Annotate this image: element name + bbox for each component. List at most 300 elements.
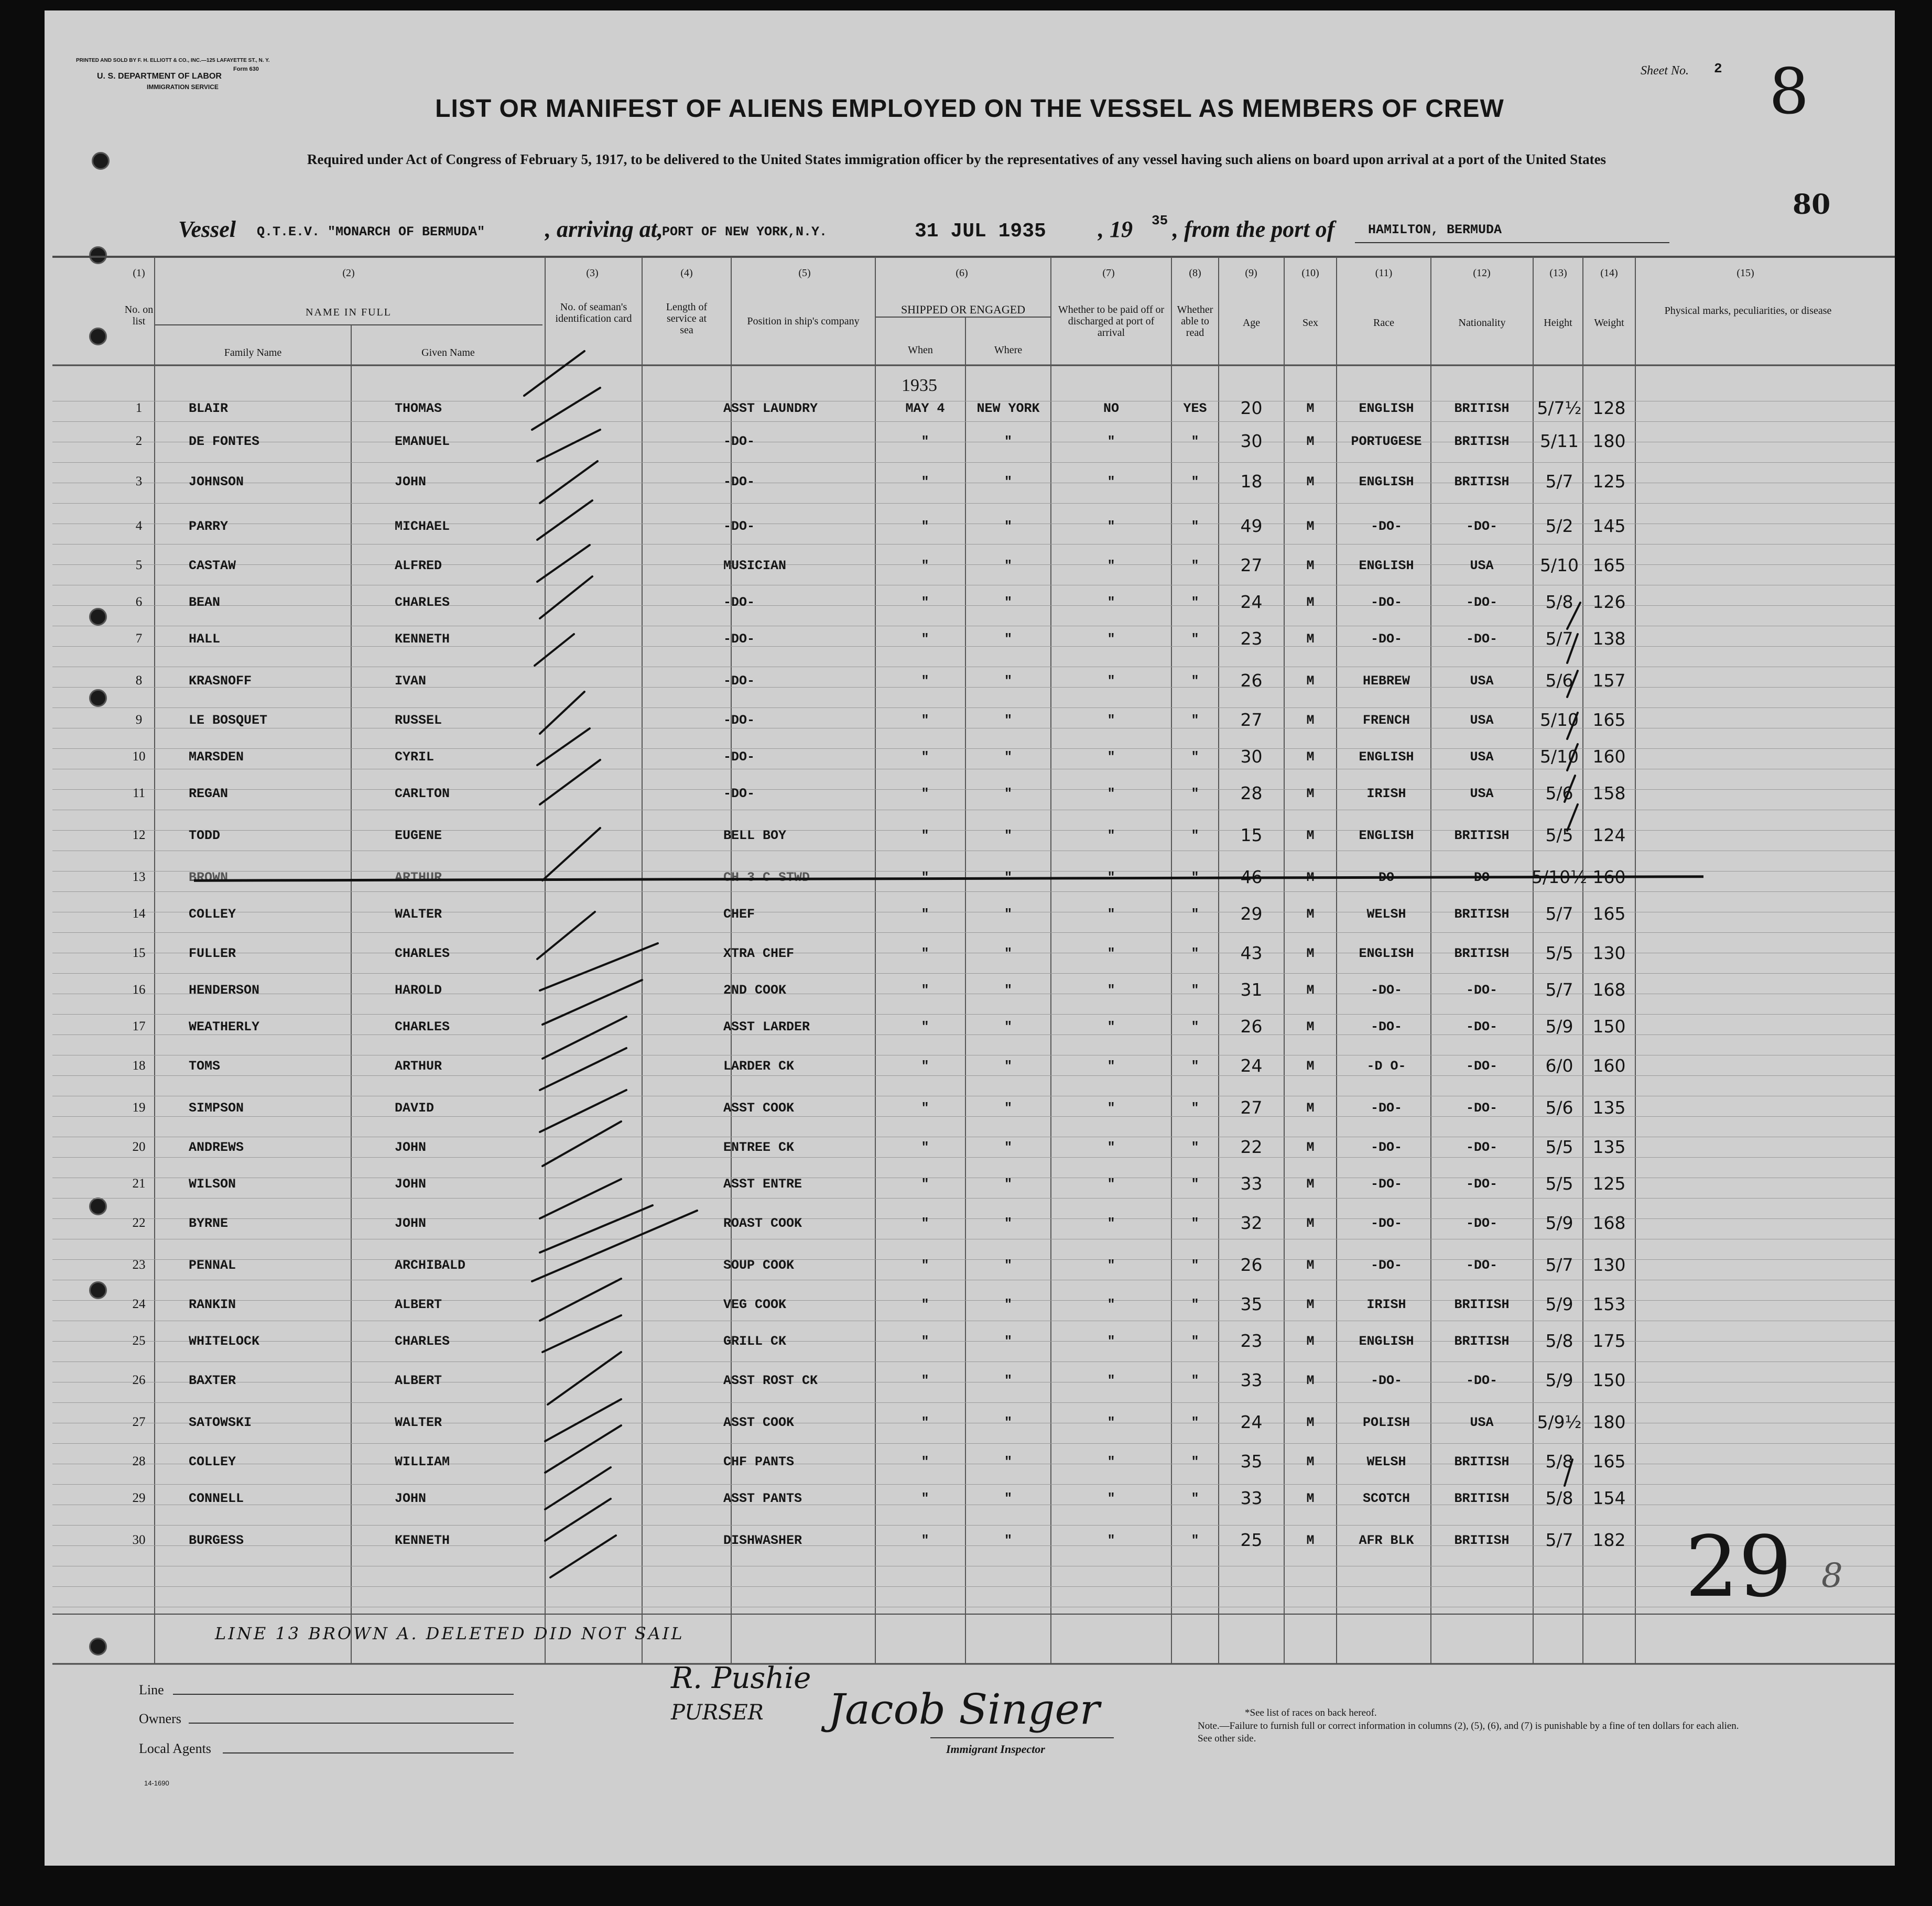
row-18-when: " <box>921 1059 929 1074</box>
row-17-height: 5/9 <box>1545 1016 1573 1037</box>
inspector-label: Immigrant Inspector <box>946 1742 1045 1756</box>
row-30-family: BURGESS <box>189 1533 244 1548</box>
row-27-family: SATOWSKI <box>189 1415 252 1430</box>
from-port: HAMILTON, BERMUDA <box>1368 222 1502 237</box>
row-1-paid: NO <box>1103 401 1119 416</box>
header-length-service: Length of service at sea <box>666 301 708 336</box>
row-20-nat: -DO- <box>1466 1140 1497 1155</box>
row-18-given: ARTHUR <box>395 1059 442 1074</box>
row-6-when: " <box>921 595 929 610</box>
row-28-position: CHF PANTS <box>723 1454 795 1469</box>
row-11-no: 11 <box>132 786 146 800</box>
row-26-paid: " <box>1107 1373 1115 1388</box>
row-23-given: ARCHIBALD <box>395 1258 466 1273</box>
row-10-nat: USA <box>1470 749 1494 765</box>
row-7-given: KENNETH <box>395 631 450 647</box>
row-12-height: 5/5 <box>1545 825 1573 845</box>
row-27-weight: 180 <box>1592 1412 1626 1432</box>
row-11-sex: M <box>1306 786 1315 801</box>
row-3-family: JOHNSON <box>189 474 244 489</box>
row-16-height: 5/7 <box>1545 979 1573 1000</box>
row-26-age: 33 <box>1240 1370 1263 1390</box>
row-22-no: 22 <box>132 1216 146 1230</box>
row-5-family: CASTAW <box>189 558 236 573</box>
row-10-race: ENGLISH <box>1359 749 1414 765</box>
row-15-paid: " <box>1107 946 1115 961</box>
row-17-position: ASST LARDER <box>723 1019 810 1034</box>
row-3-height: 5/7 <box>1545 471 1573 492</box>
row-24-given: ALBERT <box>395 1297 442 1312</box>
row-18-position: LARDER CK <box>723 1059 795 1074</box>
vessel-label: Vessel <box>178 216 236 242</box>
row-6-family: BEAN <box>189 595 221 610</box>
row-18-age: 24 <box>1240 1055 1263 1076</box>
row-4-sex: M <box>1306 519 1315 534</box>
arrival-port: PORT OF NEW YORK,N.Y. <box>662 224 828 239</box>
col-num-10: (10) <box>1301 267 1319 279</box>
row-30-height: 5/7 <box>1545 1530 1573 1550</box>
row-5-age: 27 <box>1240 555 1263 575</box>
header-when: When <box>908 344 933 356</box>
col-num-5: (5) <box>798 267 811 279</box>
row-26-when: " <box>921 1373 929 1388</box>
row-27-age: 24 <box>1240 1412 1263 1432</box>
row-26-height: 5/9 <box>1545 1370 1573 1390</box>
row-17-paid: " <box>1107 1019 1115 1034</box>
row-12-age: 15 <box>1240 825 1263 845</box>
row-9-when: " <box>921 713 929 728</box>
row-8-read: " <box>1191 673 1199 689</box>
row-25-weight: 175 <box>1592 1331 1626 1351</box>
row-18-family: TOMS <box>189 1059 221 1074</box>
row-18-nat: -DO- <box>1466 1059 1497 1074</box>
row-6-read: " <box>1191 595 1199 610</box>
row-22-sex: M <box>1306 1216 1315 1231</box>
row-28-race: WELSH <box>1366 1454 1406 1469</box>
row-8-age: 26 <box>1240 670 1263 691</box>
row-16-position: 2ND COOK <box>723 983 787 998</box>
corner-mark: 8 <box>1769 56 1809 128</box>
row-10-height: 5/10 <box>1539 746 1579 767</box>
header-shipped: SHIPPED OR ENGAGED <box>900 303 1026 316</box>
col-num-2: (2) <box>342 267 355 279</box>
row-30-read: " <box>1191 1533 1199 1548</box>
row-8-weight: 157 <box>1592 670 1626 691</box>
row-8-position: -DO- <box>723 673 755 689</box>
row-20-paid: " <box>1107 1140 1115 1155</box>
header-weight: Weight <box>1594 317 1624 329</box>
row-4-given: MICHAEL <box>395 519 450 534</box>
row-23-family: PENNAL <box>189 1258 236 1273</box>
row-10-family: MARSDEN <box>189 749 244 765</box>
row-27-read: " <box>1191 1415 1199 1430</box>
row-1-height: 5/7½ <box>1537 398 1582 418</box>
row-6-given: CHARLES <box>395 595 450 610</box>
purser-signature: R. Pushie <box>671 1661 811 1695</box>
row-15-no: 15 <box>132 946 146 960</box>
row-7-age: 23 <box>1240 628 1263 649</box>
row-17-family: WEATHERLY <box>189 1019 260 1034</box>
row-28-weight: 165 <box>1592 1451 1626 1472</box>
row-6-position: -DO- <box>723 595 755 610</box>
row-10-read: " <box>1191 749 1199 765</box>
row-25-where: " <box>1004 1334 1012 1349</box>
row-16-age: 31 <box>1240 979 1263 1000</box>
row-12-where: " <box>1004 828 1012 843</box>
col-num-3: (3) <box>586 267 599 279</box>
header-nationality: Nationality <box>1458 317 1506 329</box>
row-6-sex: M <box>1306 595 1315 610</box>
row-1-age: 20 <box>1240 398 1263 418</box>
row-2-race: PORTUGESE <box>1351 434 1422 449</box>
row-23-age: 26 <box>1240 1255 1263 1275</box>
row-24-race: IRISH <box>1366 1297 1406 1312</box>
row-22-weight: 168 <box>1592 1213 1626 1233</box>
department-label: U. S. DEPARTMENT OF LABOR <box>97 72 222 81</box>
row-6-age: 24 <box>1240 592 1263 612</box>
row-25-race: ENGLISH <box>1359 1334 1414 1349</box>
row-11-when: " <box>921 786 929 801</box>
row-19-position: ASST COOK <box>723 1101 795 1116</box>
row-9-age: 27 <box>1240 710 1263 730</box>
row-17-race: -DO- <box>1370 1019 1402 1034</box>
row-23-position: SOUP COOK <box>723 1258 795 1273</box>
row-1-no: 1 <box>135 401 143 415</box>
row-16-no: 16 <box>132 983 146 997</box>
form-code: 14-1690 <box>144 1779 169 1787</box>
row-7-where: " <box>1004 631 1012 647</box>
row-21-age: 33 <box>1240 1173 1263 1194</box>
row-30-no: 30 <box>132 1533 146 1547</box>
row-18-weight: 160 <box>1592 1055 1626 1076</box>
row-4-age: 49 <box>1240 516 1263 536</box>
form-label: Form 630 <box>233 66 259 72</box>
row-26-given: ALBERT <box>395 1373 442 1388</box>
row-10-position: -DO- <box>723 749 755 765</box>
col-num-1: (1) <box>133 267 145 279</box>
row-13-age: 46 <box>1240 867 1263 887</box>
row-19-race: -DO- <box>1370 1101 1402 1116</box>
row-5-when: " <box>921 558 929 573</box>
year-entry: 1935 <box>902 376 937 395</box>
row-28-where: " <box>1004 1454 1012 1469</box>
row-15-position: XTRA CHEF <box>723 946 795 961</box>
row-1-given: THOMAS <box>395 401 442 416</box>
row-16-paid: " <box>1107 983 1115 998</box>
row-16-sex: M <box>1306 983 1315 998</box>
row-4-paid: " <box>1107 519 1115 534</box>
row-4-read: " <box>1191 519 1199 534</box>
row-24-position: VEG COOK <box>723 1297 787 1312</box>
row-20-given: JOHN <box>395 1140 427 1155</box>
header-height: Height <box>1544 317 1572 329</box>
row-10-no: 10 <box>132 749 146 764</box>
row-17-read: " <box>1191 1019 1199 1034</box>
row-6-nat: -DO- <box>1466 595 1497 610</box>
row-17-given: CHARLES <box>395 1019 450 1034</box>
row-23-weight: 130 <box>1592 1255 1626 1275</box>
row-28-sex: M <box>1306 1454 1315 1469</box>
row-24-no: 24 <box>132 1297 146 1311</box>
col-num-9: (9) <box>1245 267 1257 279</box>
manifest-sheet <box>45 10 1895 1866</box>
header-physical-marks: Physical marks, peculiarities, or disease <box>1664 305 1832 317</box>
row-19-family: SIMPSON <box>189 1101 244 1116</box>
row-29-height: 5/8 <box>1545 1488 1573 1508</box>
row-9-given: RUSSEL <box>395 713 442 728</box>
row-3-weight: 125 <box>1592 471 1626 492</box>
row-26-no: 26 <box>132 1373 146 1387</box>
row-30-sex: M <box>1306 1533 1315 1548</box>
row-16-read: " <box>1191 983 1199 998</box>
row-25-age: 23 <box>1240 1331 1263 1351</box>
row-16-weight: 168 <box>1592 979 1626 1000</box>
row-3-nat: BRITISH <box>1454 474 1510 489</box>
page-subtitle: Required under Act of Congress of February 5, 1917, to be delivered to the United States immigration officer by the representatives of any vessel having such aliens on board upon arrival at a port of the United States <box>307 151 1607 167</box>
row-24-when: " <box>921 1297 929 1312</box>
row-22-paid: " <box>1107 1216 1115 1231</box>
row-7-weight: 138 <box>1592 628 1626 649</box>
row-22-where: " <box>1004 1216 1012 1231</box>
deletion-note: LINE 13 BROWN A. DELETED DID NOT SAIL <box>215 1624 685 1643</box>
row-14-read: " <box>1191 907 1199 922</box>
row-28-height: 5/8 <box>1545 1451 1573 1472</box>
row-13-race: -DO- <box>1370 870 1402 885</box>
row-12-sex: M <box>1306 828 1315 843</box>
row-1-weight: 128 <box>1592 398 1626 418</box>
row-25-paid: " <box>1107 1334 1115 1349</box>
row-10-when: " <box>921 749 929 765</box>
row-2-where: " <box>1004 434 1012 449</box>
row-1-position: ASST LAUNDRY <box>723 401 818 416</box>
row-23-paid: " <box>1107 1258 1115 1273</box>
purser-title: PURSER <box>671 1701 764 1725</box>
row-15-read: " <box>1191 946 1199 961</box>
row-12-no: 12 <box>132 828 146 842</box>
row-19-paid: " <box>1107 1101 1115 1116</box>
row-30-paid: " <box>1107 1533 1115 1548</box>
row-12-weight: 124 <box>1592 825 1626 845</box>
row-28-when: " <box>921 1454 929 1469</box>
row-29-where: " <box>1004 1491 1012 1506</box>
row-16-race: -DO- <box>1370 983 1402 998</box>
line-label: Line <box>139 1682 164 1697</box>
row-25-given: CHARLES <box>395 1334 450 1349</box>
row-20-position: ENTREE CK <box>723 1140 795 1155</box>
row-15-when: " <box>921 946 929 961</box>
row-11-family: REGAN <box>189 786 229 801</box>
row-15-sex: M <box>1306 946 1315 961</box>
row-3-when: " <box>921 474 929 489</box>
row-8-paid: " <box>1107 673 1115 689</box>
row-10-where: " <box>1004 749 1012 765</box>
row-8-height: 5/6 <box>1545 670 1573 691</box>
row-29-nat: BRITISH <box>1454 1491 1510 1506</box>
row-27-height: 5/9½ <box>1537 1412 1582 1432</box>
row-9-sex: M <box>1306 713 1315 728</box>
row-20-sex: M <box>1306 1140 1315 1155</box>
year-prefix: , 19 <box>1098 216 1133 242</box>
header-name-in-full: NAME IN FULL <box>306 307 392 318</box>
row-5-no: 5 <box>135 558 143 572</box>
row-12-position: BELL BOY <box>723 828 787 843</box>
row-14-paid: " <box>1107 907 1115 922</box>
row-19-age: 27 <box>1240 1097 1263 1118</box>
sheet-no-label: Sheet No. <box>1641 64 1689 78</box>
owners-label: Owners <box>139 1711 181 1726</box>
row-10-sex: M <box>1306 749 1315 765</box>
row-3-given: JOHN <box>395 474 427 489</box>
row-27-where: " <box>1004 1415 1012 1430</box>
row-13-paid: " <box>1107 870 1115 885</box>
row-12-race: ENGLISH <box>1359 828 1414 843</box>
row-6-paid: " <box>1107 595 1115 610</box>
row-21-paid: " <box>1107 1177 1115 1192</box>
row-24-family: RANKIN <box>189 1297 236 1312</box>
row-23-where: " <box>1004 1258 1012 1273</box>
row-21-when: " <box>921 1177 929 1192</box>
row-18-sex: M <box>1306 1059 1315 1074</box>
row-4-position: -DO- <box>723 519 755 534</box>
header-sex: Sex <box>1303 317 1318 329</box>
row-3-paid: " <box>1107 474 1115 489</box>
row-5-height: 5/10 <box>1539 555 1579 575</box>
row-23-sex: M <box>1306 1258 1315 1273</box>
page-mark: 80 <box>1793 189 1831 221</box>
row-15-race: ENGLISH <box>1359 946 1414 961</box>
row-18-read: " <box>1191 1059 1199 1074</box>
row-13-weight: 160 <box>1592 867 1626 887</box>
row-21-race: -DO- <box>1370 1177 1402 1192</box>
row-29-family: CONNELL <box>189 1491 244 1506</box>
row-10-paid: " <box>1107 749 1115 765</box>
row-8-when: " <box>921 673 929 689</box>
row-1-read: YES <box>1183 401 1207 416</box>
row-26-where: " <box>1004 1373 1012 1388</box>
col-num-6: (6) <box>956 267 968 279</box>
row-3-where: " <box>1004 474 1012 489</box>
row-3-read: " <box>1191 474 1199 489</box>
row-2-age: 30 <box>1240 431 1263 451</box>
margin-mark: 8 <box>1821 1556 1843 1595</box>
row-20-family: ANDREWS <box>189 1140 244 1155</box>
row-7-nat: -DO- <box>1466 631 1497 647</box>
vessel-name: Q.T.E.V. "MONARCH OF BERMUDA" <box>257 224 485 239</box>
row-20-read: " <box>1191 1140 1199 1155</box>
row-25-family: WHITELOCK <box>189 1334 260 1349</box>
row-14-nat: BRITISH <box>1454 907 1510 922</box>
row-1-sex: M <box>1306 401 1315 416</box>
row-20-no: 20 <box>132 1140 146 1154</box>
row-19-read: " <box>1191 1101 1199 1116</box>
row-3-race: ENGLISH <box>1359 474 1414 489</box>
row-27-sex: M <box>1306 1415 1315 1430</box>
col-num-8: (8) <box>1189 267 1201 279</box>
row-25-position: GRILL CK <box>723 1334 787 1349</box>
row-29-no: 29 <box>132 1491 146 1505</box>
from-label: , from the port of <box>1173 216 1335 242</box>
row-19-nat: -DO- <box>1466 1101 1497 1116</box>
row-8-nat: USA <box>1470 673 1494 689</box>
row-13-where: " <box>1004 870 1012 885</box>
row-12-nat: BRITISH <box>1454 828 1510 843</box>
col-num-15: (15) <box>1736 267 1754 279</box>
row-13-read: " <box>1191 870 1199 885</box>
row-15-given: CHARLES <box>395 946 450 961</box>
row-15-age: 43 <box>1240 943 1263 963</box>
col-num-13: (13) <box>1549 267 1567 279</box>
arrival-date-stamp: 31 JUL 1935 <box>915 220 1046 243</box>
row-19-no: 19 <box>132 1101 146 1115</box>
row-6-where: " <box>1004 595 1012 610</box>
row-10-given: CYRIL <box>395 749 435 765</box>
col-num-12: (12) <box>1473 267 1491 279</box>
header-able-read: Whether able to read <box>1177 304 1213 339</box>
row-1-race: ENGLISH <box>1359 401 1414 416</box>
row-30-where: " <box>1004 1533 1012 1548</box>
row-11-read: " <box>1191 786 1199 801</box>
row-11-where: " <box>1004 786 1012 801</box>
row-26-position: ASST ROST CK <box>723 1373 818 1388</box>
row-25-sex: M <box>1306 1334 1315 1349</box>
row-8-no: 8 <box>135 673 143 688</box>
row-16-given: HAROLD <box>395 983 442 998</box>
row-3-sex: M <box>1306 474 1315 489</box>
row-2-no: 2 <box>135 434 143 448</box>
row-7-read: " <box>1191 631 1199 647</box>
row-18-height: 6/0 <box>1545 1055 1573 1076</box>
header-family-name: Family Name <box>224 347 282 358</box>
row-7-when: " <box>921 631 929 647</box>
row-7-height: 5/7 <box>1545 628 1573 649</box>
row-24-where: " <box>1004 1297 1012 1312</box>
row-4-race: -DO- <box>1370 519 1402 534</box>
row-27-race: POLISH <box>1362 1415 1410 1430</box>
row-24-nat: BRITISH <box>1454 1297 1510 1312</box>
row-11-weight: 158 <box>1592 783 1626 803</box>
row-6-race: -DO- <box>1370 595 1402 610</box>
row-18-paid: " <box>1107 1059 1115 1074</box>
row-9-no: 9 <box>135 713 143 727</box>
row-10-weight: 160 <box>1592 746 1626 767</box>
row-21-read: " <box>1191 1177 1199 1192</box>
row-28-no: 28 <box>132 1454 146 1468</box>
row-22-read: " <box>1191 1216 1199 1231</box>
row-9-height: 5/10 <box>1539 710 1579 730</box>
row-7-paid: " <box>1107 631 1115 647</box>
row-17-nat: -DO- <box>1466 1019 1497 1034</box>
row-28-family: COLLEY <box>189 1454 236 1469</box>
row-16-family: HENDERSON <box>189 983 260 998</box>
row-5-race: ENGLISH <box>1359 558 1414 573</box>
row-2-given: EMANUEL <box>395 434 450 449</box>
row-22-nat: -DO- <box>1466 1216 1497 1231</box>
row-5-where: " <box>1004 558 1012 573</box>
row-28-nat: BRITISH <box>1454 1454 1510 1469</box>
row-27-given: WALTER <box>395 1415 442 1430</box>
row-30-when: " <box>921 1533 929 1548</box>
row-28-age: 35 <box>1240 1451 1263 1472</box>
penalty-note: Note.—Failure to furnish full or correct information in columns (2), (5), (6), and (7) is punishable by a fine of ten dollars for each alien. See other side. <box>1198 1720 1739 1744</box>
row-23-no: 23 <box>132 1258 146 1272</box>
row-13-height: 5/10½ <box>1531 867 1588 887</box>
row-12-family: TODD <box>189 828 221 843</box>
page-title: LIST OR MANIFEST OF ALIENS EMPLOYED ON THE VESSEL AS MEMBERS OF CREW <box>435 95 1504 123</box>
row-20-race: -DO- <box>1370 1140 1402 1155</box>
row-14-age: 29 <box>1240 903 1263 924</box>
row-13-no: 13 <box>132 870 146 884</box>
printer-line: PRINTED AND SOLD BY F. H. ELLIOTT & CO., INC.—125 LAFAYETTE ST., N. Y. <box>76 58 270 63</box>
